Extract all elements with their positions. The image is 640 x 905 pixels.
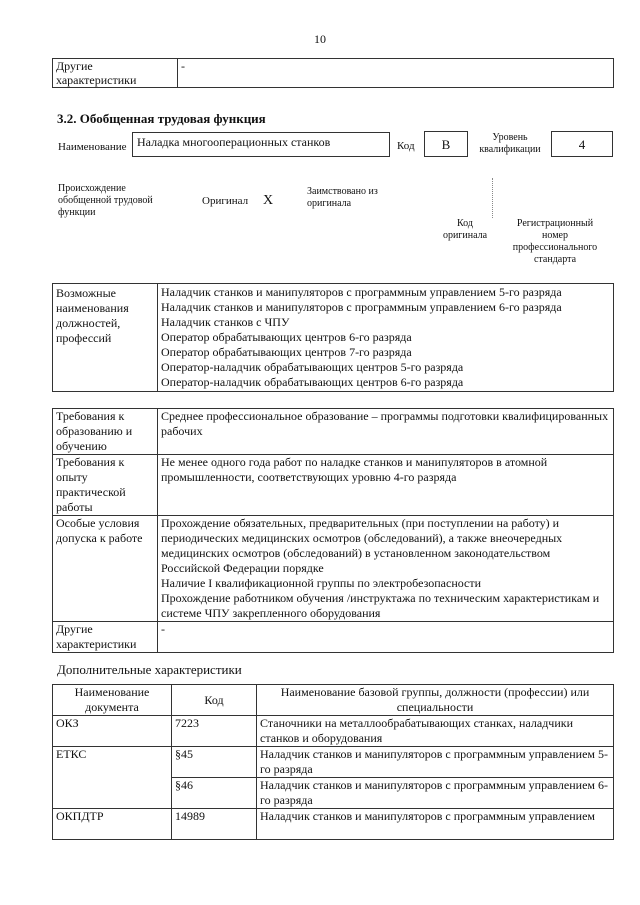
borrowed-label: Заимствовано из оригинала: [307, 186, 378, 209]
position-item: Оператор обрабатывающих центров 6-го разряда: [161, 330, 412, 344]
table-row: [53, 747, 614, 778]
origin-divider: [492, 178, 493, 218]
positions-table: [52, 283, 614, 392]
other-label: Другие характеристики: [53, 622, 158, 653]
experience-line: Не менее одного года работ по наладке станков и манипуляторов в атомной промышленности, соответствующих уровню 4-го разряда: [161, 455, 548, 484]
row-code: 7223: [172, 716, 257, 747]
position-item: Оператор обрабатывающих центров 7-го разряда: [161, 345, 412, 359]
header-code: Код: [172, 685, 257, 716]
admission-line: Наличие I квалификационной группы по электробезопасности: [161, 576, 482, 590]
header-doc: Наименование документа: [53, 685, 172, 716]
position-item: Оператор-наладчик обрабатывающих центров 6-го разряда: [161, 375, 464, 389]
level-label: Уровень квалификации: [479, 132, 541, 155]
row-name: Станочники на металлообрабатывающих станках, наладчики станков и оборудования: [257, 716, 614, 747]
name-label: Наименование: [58, 141, 127, 153]
code-value: B: [424, 131, 468, 157]
row-name: Наладчик станков и манипуляторов с программным управлением 5-го разряда: [257, 747, 614, 778]
row-doc: ОКЗ: [53, 716, 172, 747]
page-number: 10: [314, 32, 326, 46]
row-code: §46: [172, 778, 257, 809]
row-name: Наладчик станков и манипуляторов с программным управлением 6-го разряда: [257, 778, 614, 809]
admission-line: Прохождение работником обучения /инструктажа по техническим характеристикам и системе ЧПУ закрепленного оборудования: [161, 591, 600, 620]
admission-label: Особые условия допуска к работе: [53, 516, 158, 622]
other-characteristics-value: -: [178, 59, 614, 88]
experience-label: Требования к опыту практической работы: [53, 455, 158, 516]
code-original-label: Код оригинала: [442, 218, 488, 241]
requirements-table: [52, 408, 614, 653]
education-label: Требования к образованию и обучению: [53, 409, 158, 455]
position-item: Наладчик станков и манипуляторов с программным управлением 5-го разряда: [161, 285, 562, 299]
reg-number-label: Регистрационный номер профессионального стандарта: [512, 218, 598, 265]
other-characteristics-top-table: [52, 58, 614, 88]
section-title: 3.2. Обобщенная трудовая функция: [57, 111, 266, 126]
table-row: [53, 809, 614, 840]
table-row: [53, 716, 614, 747]
positions-label: Возможные наименования должностей, профессий: [53, 284, 158, 392]
positions-list: [158, 284, 614, 392]
row-doc: ЕТКС: [53, 747, 172, 809]
other-characteristics-label: Другие характеристики: [53, 59, 178, 88]
additional-table: [52, 684, 614, 840]
level-value: 4: [551, 131, 613, 157]
origin-label: Происхождение обобщенной трудовой функции: [58, 183, 153, 218]
original-label: Оригинал: [202, 195, 249, 207]
education-value: [158, 409, 614, 455]
education-line: Среднее профессиональное образование – программы подготовки квалифицированных рабочих: [161, 409, 609, 438]
name-value: Наладка многооперационных станков: [132, 132, 390, 157]
admission-line: Прохождение обязательных, предварительных (при поступлении на работу) и периодических медицинских осмотров (обследований), а также внеочередных медицинских осмотров (обследований) в установленном законодательством Российской Федерации порядке: [161, 516, 563, 575]
original-mark: X: [263, 193, 274, 208]
position-item: Оператор-наладчик обрабатывающих центров 5-го разряда: [161, 360, 464, 374]
row-doc: ОКПДТР: [53, 809, 172, 840]
row-code: 14989: [172, 809, 257, 840]
header-name: Наименование базовой группы, должности (профессии) или специальности: [257, 685, 614, 716]
admission-value: [158, 516, 614, 622]
additional-title: Дополнительные характеристики: [57, 662, 242, 677]
position-item: Наладчик станков с ЧПУ: [161, 315, 290, 329]
other-line: -: [161, 622, 165, 636]
code-label: Код: [397, 140, 415, 152]
row-code: §45: [172, 747, 257, 778]
other-value: [158, 622, 614, 653]
row-name: Наладчик станков и манипуляторов с программным управлением: [257, 809, 614, 840]
experience-value: [158, 455, 614, 516]
position-item: Наладчик станков и манипуляторов с программным управлением 6-го разряда: [161, 300, 562, 314]
